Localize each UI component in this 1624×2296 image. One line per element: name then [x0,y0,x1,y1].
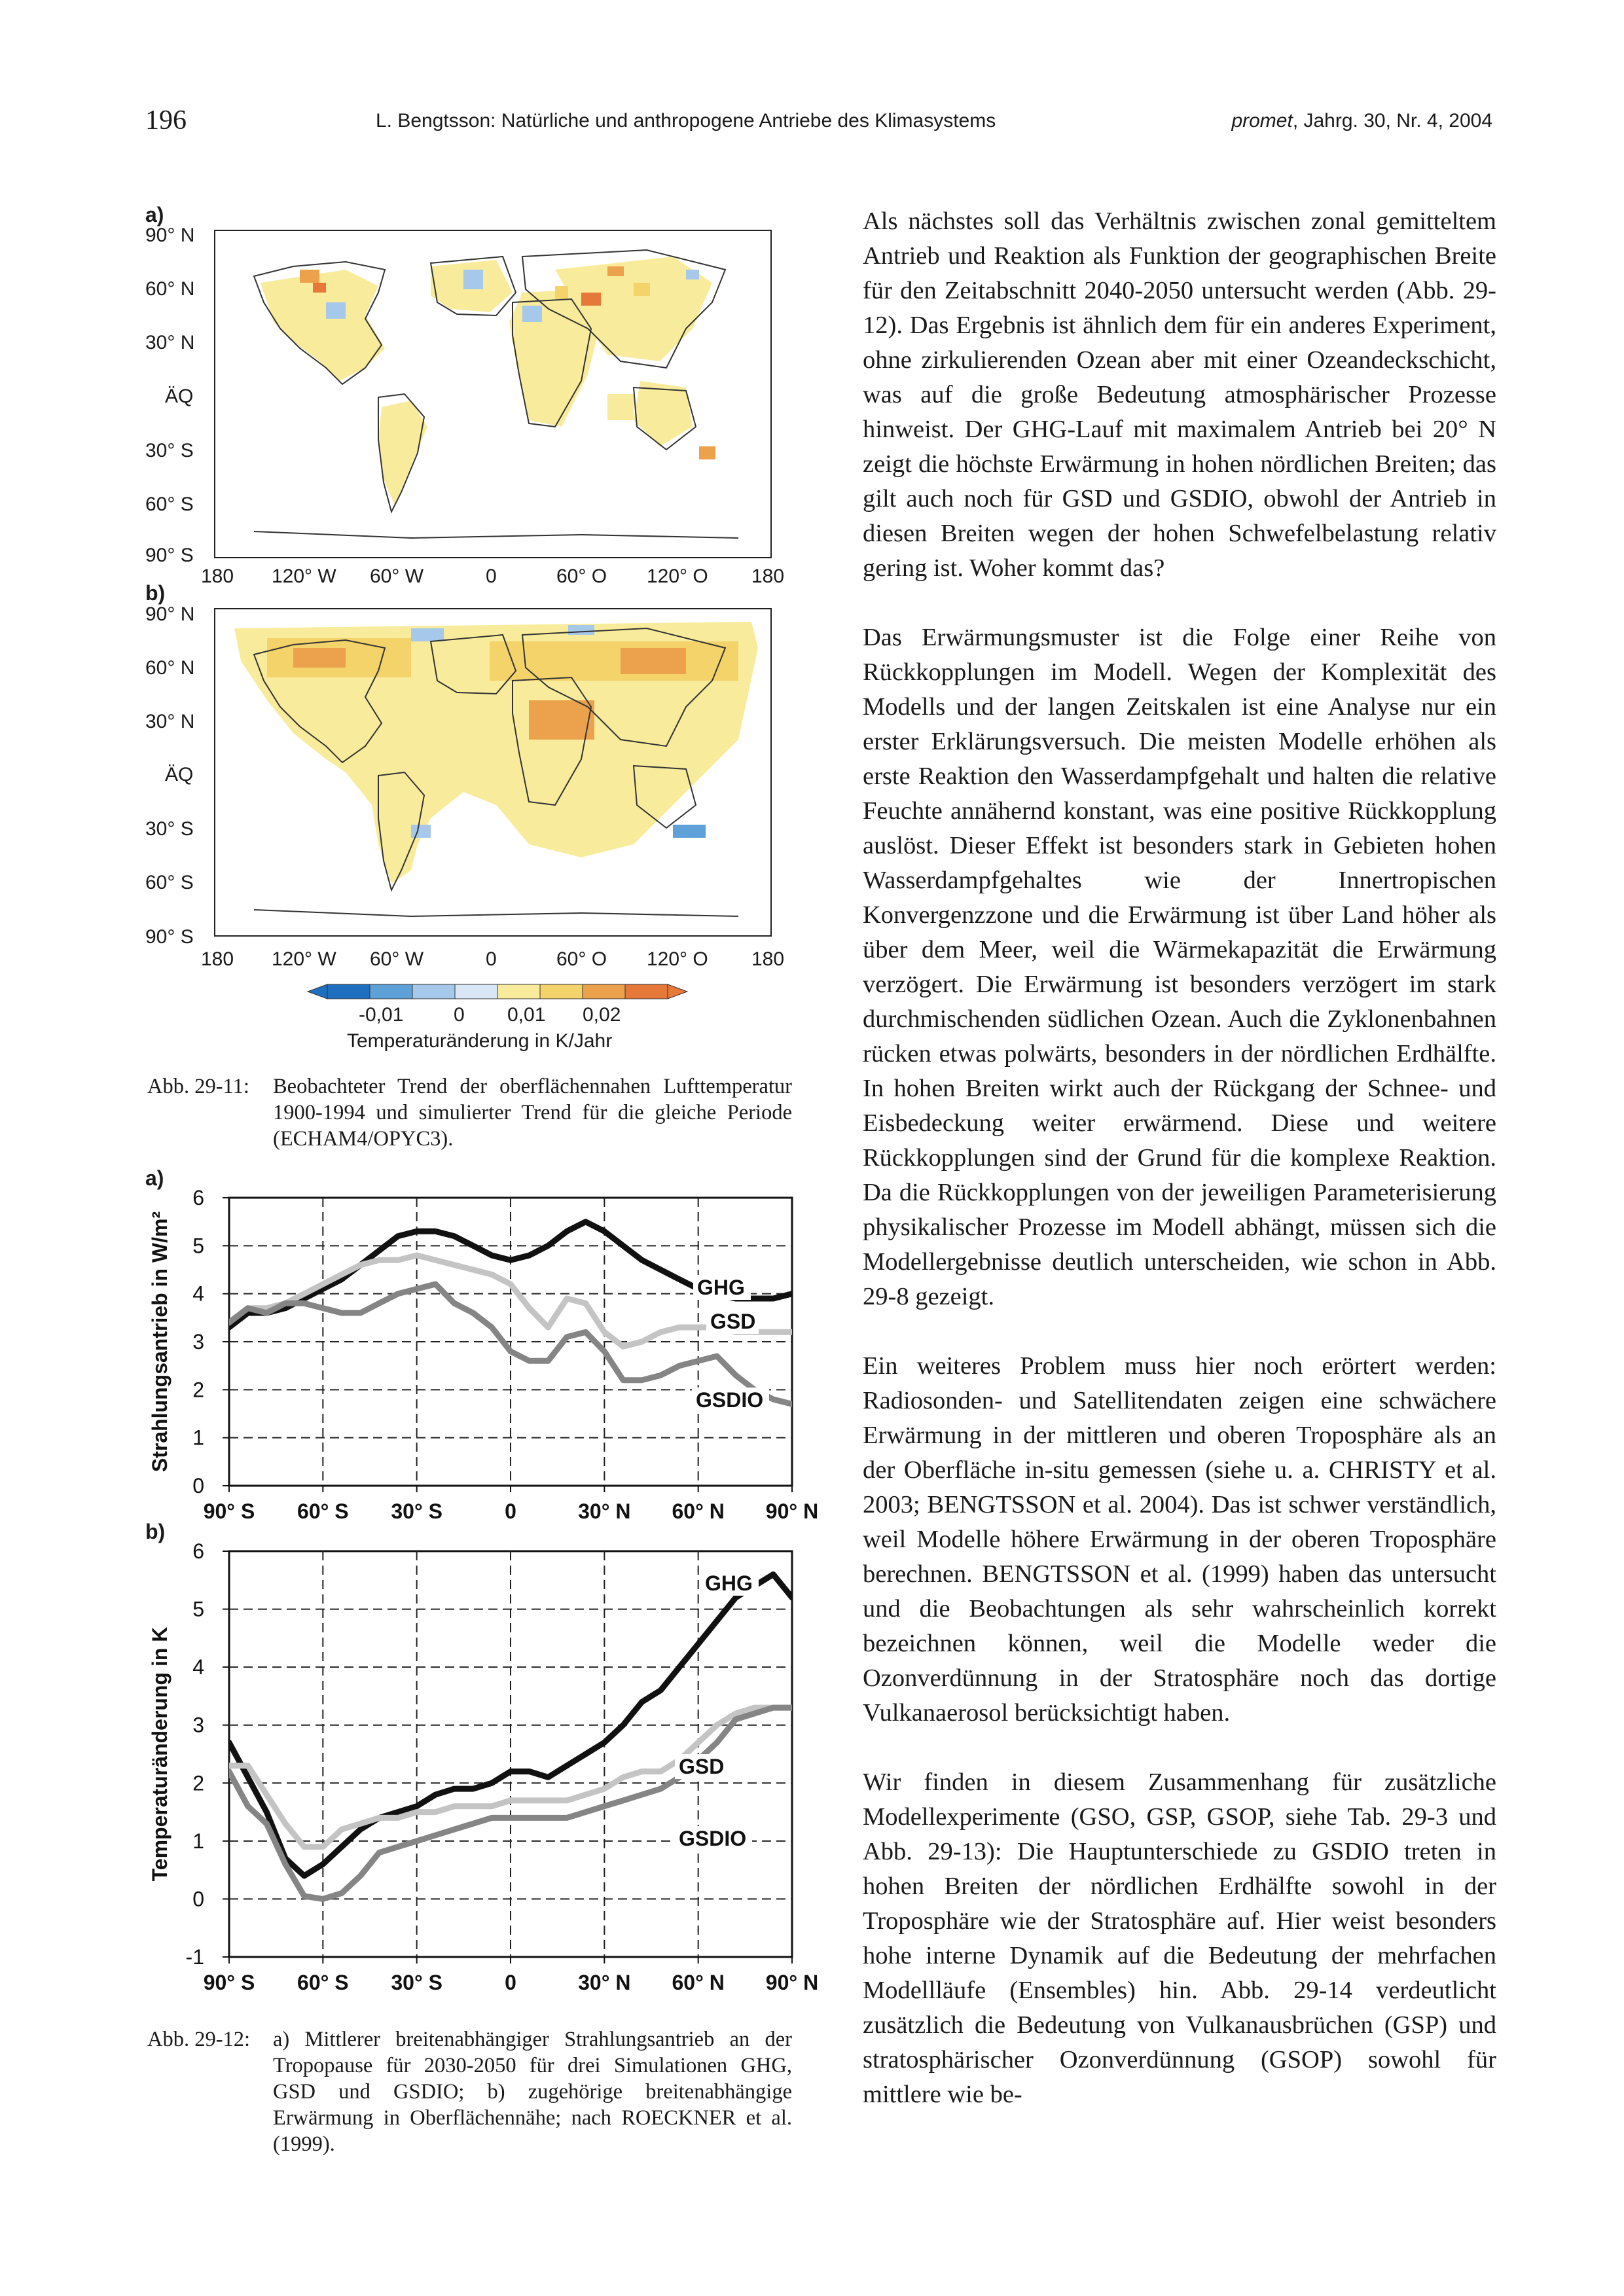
caption-number: Abb. 29-12: [147,2028,251,2051]
x-tick-label: 90° N [765,1499,819,1523]
map-a-lat-label: 30° N [145,332,195,353]
y-tick-label: 5 [192,1234,204,1258]
x-tick-label: 30° N [578,1971,631,1994]
y-axis-label: Strahlungsantrieb in W/m² [148,1211,171,1473]
colorbar-label: Temperaturänderung in K/Jahr [347,1030,613,1052]
x-tick-label: 90° N [765,1971,819,1994]
colorbar-tick-label: 0,02 [583,1004,621,1026]
body-text-column [863,204,1496,2147]
map-panel-a-label: a) [145,203,164,226]
map-b-lat-label: ÄQ [165,764,194,785]
map-b-lat-label: 30° S [145,818,194,840]
caption-text: Beobachteter Trend der oberflächennahen Lufttemperatur 1900-1994 und simulierter Trend für die gleiche Periode (ECHAM4/OPYC3). [273,1075,792,1151]
map-b-lon-label: 180 [201,948,234,970]
x-tick-label: 0 [505,1499,516,1523]
colorbar-arrow-right [668,984,687,999]
y-tick-label: 0 [192,1474,204,1498]
chart-temperature-change [141,1539,819,2003]
y-tick-label: 5 [192,1597,204,1621]
colorbar-cell [625,984,668,999]
colorbar-cell [327,984,370,999]
figure-29-12-caption [147,2026,792,2164]
chart-radiative-forcing [141,1186,819,1532]
map-b-lon-label: 60° O [556,948,607,970]
x-tick-label: 30° S [391,1971,442,1994]
map-a-lat-label: 90° S [145,545,194,566]
colorbar-tick-label: 0,01 [507,1004,546,1026]
body-paragraph: Das Erwärmungsmuster ist die Folge einer Reihe von Rückkopplungen im Modell. Wegen der Komplexität des Modells und der langen Zeitskalen ist eine Analyse nur ein erster Erklärungsversuch. Die meisten Modelle erhöhen als erste Reaktion den Wasserdampfgehalt und halten die relative Feuchte annähernd konstant, was eine positive Rückkopplung auslöst. Dieser Effekt ist besonders stark in Gebieten hohen Wasserdampfgehaltes wie der Innertropischen Konvergenzzone und die Erwärmung ist über Land höher als über dem Meer, weil die Wärmekapazität die Erwärmung verzögert. Die Erwärmung ist besonders verzögert im stark durchmischenden südlichen Ozean. Auch die Zyklonenbahnen rücken etwas polwärts, besonders in der nördlichen Erdhälfte. In hohen Breiten wirkt auch der Rückgang der Schnee- und Eisbedeckung weiter erwärmend. Diese und weitere Rückkopplungen sind der Grund für die komplexe Reaktion. Da die Rückkopplungen von der jeweiligen Parameterisierung physikalischer Prozesse im Modell abhängt, müssen sich die Modellergebnisse deutlich unterscheiden, wie schon in Abb. 29-8 gezeigt. [863,624,1496,1310]
series-label-ghg: GHG [705,1571,753,1595]
map-a-lon-label: 120° O [647,565,708,587]
map-b-lat-label: 60° N [145,657,195,679]
colorbar-cell [370,984,412,999]
series-label-gsdio: GSDIO [679,1827,747,1850]
journal-name: promet [1231,110,1293,132]
map-b-lon-label: 120° O [647,948,708,970]
body-paragraph: Wir finden in diesem Zusammenhang für zusätzliche Modellexperimente (GSO, GSP, GSOP, siehe Tab. 29-3 und Abb. 29-13): Die Hauptunterschiede zu GSDIO treten in hohen Breiten der nördlichen Erdhälfte sowohl in der Troposphäre wie der Stratosphäre auf. Hier weist besonders hohe interne Dynamik auf die Bedeutung der mehrfachen Modellläufe (Ensembles) hin. Abb. 29-14 verdeutlicht zusätzlich die Bedeutung von Vulkanausbrüchen (GSP) und stratosphärischer Ozonverdünnung (GSOP) sowohl für mittlere wie be- [863,1768,1496,2108]
colorbar-cell [455,984,497,999]
map-b-lat-label: 60° S [145,872,194,893]
map-b-lon-label: 60° W [370,948,424,970]
y-tick-label: 4 [192,1655,204,1679]
map-b-lon-label: 0 [486,948,497,970]
colorbar [308,982,687,1001]
body-paragraph: Als nächstes soll das Verhältnis zwischen zonal gemitteltem Antrieb und Reaktion als Funktion der geographischen Breite für den Zeitabschnitt 2040-2050 untersucht werden (Abb. 29-12). Das Ergebnis ist ähnlich dem für ein anderes Experiment, ohne zirkulierenden Ozean aber mit einer Ozeandeckschicht, was auf die große Bedeutung atmosphärischer Prozesse hinweist. Der GHG-Lauf mit maximalem Antrieb bei 20° N zeigt die höchste Erwärmung in hohen nördlichen Breiten; das gilt auch noch für GSD und GSDIO, obwohl der Antrieb in diesen Breiten wegen der hohen Schwefelbelastung relativ gering ist. Woher kommt das? [863,207,1496,582]
page-header [145,105,1492,144]
y-tick-label: 3 [192,1713,204,1737]
y-tick-label: -1 [185,1945,204,1969]
map-a-lon-label: 0 [486,565,497,587]
map-a-lon-label: 180 [201,565,234,587]
x-tick-label: 60° S [297,1971,349,1994]
x-tick-label: 60° S [297,1499,349,1523]
running-title: L. Bengtsson: Natürliche und anthropogene Antriebe des Klimasystems [376,110,996,132]
map-b-lon-label: 120° W [272,948,336,970]
x-tick-label: 90° S [203,1499,255,1523]
map-a-lat-label: 90° N [145,224,195,246]
series-label-gsd: GSD [679,1755,725,1778]
map-a-lon-label: 60° O [556,565,607,587]
y-axis-label: Temperaturänderung in K [148,1626,171,1882]
y-tick-label: 6 [192,1186,204,1210]
y-tick-label: 4 [192,1282,204,1306]
x-tick-label: 30° S [391,1499,442,1523]
colorbar-cells [308,984,687,999]
colorbar-tick-label: -0,01 [359,1004,404,1026]
x-tick-label: 0 [505,1971,516,1994]
page-number: 196 [145,105,187,135]
figure-29-11-caption [147,1073,792,1158]
x-tick-label: 90° S [203,1971,255,1994]
chart-panel-a-label: a) [145,1166,164,1190]
series-label-ghg: GHG [697,1276,745,1299]
chart-panel-b-label: b) [145,1520,166,1543]
colorbar-tick-label: 0 [454,1004,465,1026]
journal-info [1231,110,1492,132]
x-tick-label: 30° N [578,1499,631,1523]
map-a-lat-label: 30° S [145,440,194,461]
caption-text: a) Mittlerer breitenabhängiger Strahlungsantrieb an der Tropopause für 2030-2050 für drei Simulationen GHG, GSD und GSDIO; b) zugehörige breitenabhängige Erwärmung in Oberflächennähe; nach ROECKNER et al. (1999). [273,2028,792,2156]
series-label-gsd: GSD [710,1310,756,1333]
map-b-lon-label: 180 [751,948,785,970]
y-tick-label: 6 [192,1539,204,1563]
map-b-lat-label: 90° N [145,603,195,625]
map-panel-b-label: b) [145,581,166,605]
map-simulated-trend [215,609,771,936]
map-a-lat-label: 60° S [145,493,194,515]
journal-issue: , Jahrg. 30, Nr. 4, 2004 [1292,110,1492,132]
caption-number: Abb. 29-11: [147,1075,249,1098]
y-tick-label: 2 [192,1771,204,1795]
map-a-lat-label: 60° N [145,278,195,300]
y-tick-label: 1 [192,1829,204,1853]
colorbar-cell [540,984,583,999]
colorbar-arrow-left [308,984,327,999]
y-tick-label: 1 [192,1426,204,1450]
map-a-lon-label: 180 [751,565,785,587]
map-b-lat-label: 90° S [145,926,194,948]
map-a-lon-label: 60° W [370,565,424,587]
y-tick-label: 2 [192,1378,204,1402]
colorbar-cell [583,984,625,999]
map-b-lat-label: 30° N [145,711,195,732]
series-label-gsdio: GSDIO [696,1388,764,1412]
y-tick-label: 3 [192,1330,204,1354]
colorbar-cell [412,984,455,999]
map-observed-trend [215,230,771,558]
map-a-lon-label: 120° W [272,565,336,587]
body-paragraph: Ein weiteres Problem muss hier noch erörtert werden: Radiosonden- und Satellitendaten zeigen eine schwächere Erwärmung in der mittleren und oberen Troposphäre als an der Oberfläche in-situ gemessen (siehe u. a. CHRISTY et al. 2003; BENGTSSON et al. 2004). Das ist schwer verständlich, weil Modelle höhere Erwärmung in der oberen Troposphäre berechnen. BENGTSSON et al. (1999) haben das untersucht und die Beobachtungen als sehr wahrscheinlich korrekt bezeichnen können, weil die Modelle weder die Ozonverdünnung in der Stratosphäre noch das dortige Vulkanaerosol berücksichtigt haben. [863,1352,1496,1727]
colorbar-cell [497,984,540,999]
map-a-lat-label: ÄQ [165,386,194,407]
y-tick-label: 0 [192,1887,204,1911]
x-tick-label: 60° N [672,1499,725,1523]
x-tick-label: 60° N [672,1971,725,1994]
